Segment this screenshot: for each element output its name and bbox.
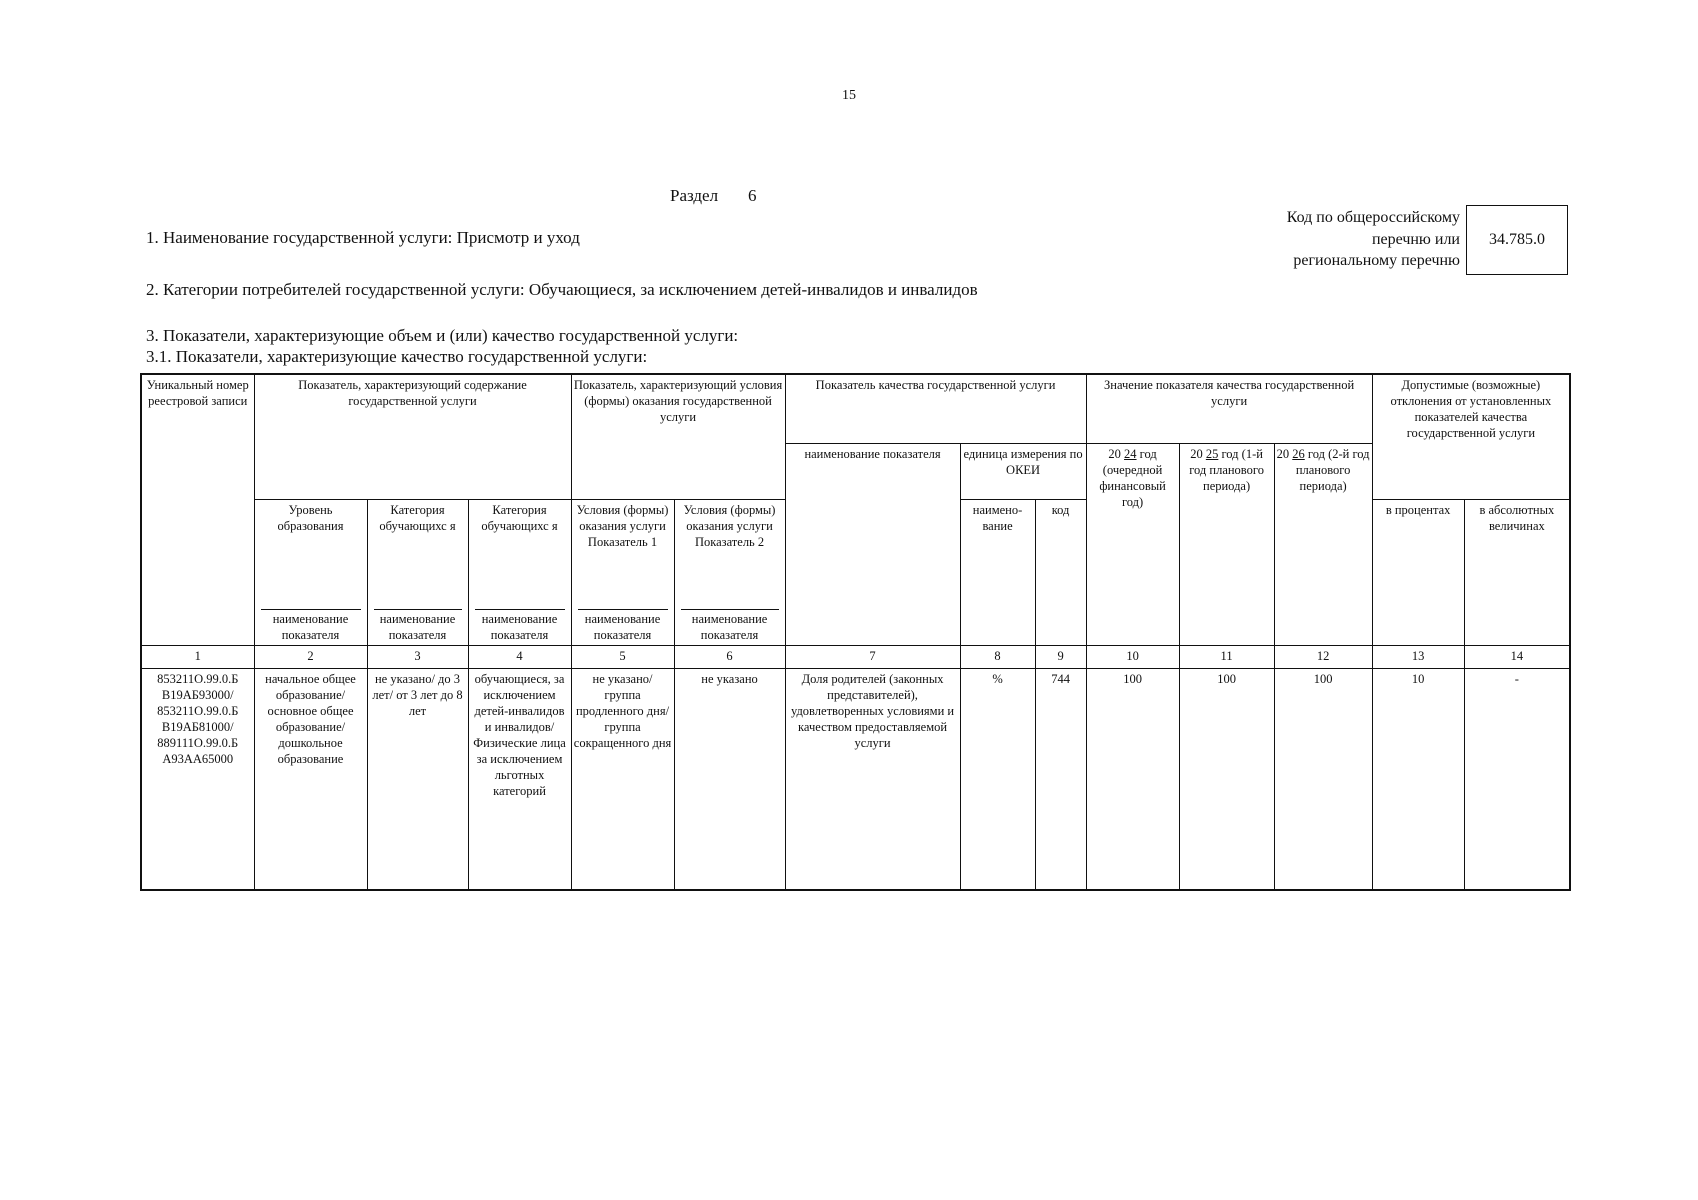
header-content-indicator: Показатель, характеризующий содержание государственной услуги: [254, 374, 571, 499]
column-number: 1: [141, 645, 254, 668]
page-number: 15: [842, 88, 856, 103]
header-deviations-cont: [1372, 443, 1570, 499]
conditions-1-label: Условия (формы) оказания услуги Показатель 1: [576, 502, 669, 549]
column-number: 9: [1035, 645, 1086, 668]
conditions-1-name-label: наименование показателя: [578, 609, 668, 643]
header-unit-code: код: [1035, 499, 1086, 645]
conditions-2-label: Условия (формы) оказания услуги Показатель 2: [683, 502, 776, 549]
year-3-suffix: год (2-й год планового периода): [1295, 446, 1370, 493]
header-in-percent: в процентах: [1372, 499, 1464, 645]
column-number: 5: [571, 645, 674, 668]
indicators-line: 3. Показатели, характеризующие объем и (или) качество государственной услуги:: [146, 326, 739, 345]
year-2-value: 25: [1205, 446, 1219, 461]
year-3-value: 26: [1292, 446, 1305, 461]
header-in-absolute: в абсолютных величинах: [1464, 499, 1570, 645]
header-unit: единица измерения по ОКЕИ: [960, 443, 1086, 499]
column-number: 13: [1372, 645, 1464, 668]
year-1-value: 24: [1124, 446, 1137, 461]
year-1-prefix: 20: [1108, 446, 1121, 461]
code-value: 34.785.0: [1489, 231, 1545, 248]
column-number: 10: [1086, 645, 1179, 668]
year-1-suffix: год (очередной финансовый год): [1099, 446, 1166, 509]
column-number: 6: [674, 645, 785, 668]
cell-conditions-2: не указано: [674, 668, 785, 890]
header-deviations: Допустимые (возможные) отклонения от установленных показателей качества государственной услуги: [1372, 374, 1570, 443]
section-number: 6: [748, 186, 757, 205]
quality-indicators-table: [140, 373, 1571, 891]
cell-unit-code: 744: [1035, 668, 1086, 890]
cell-conditions-1: не указано/ группа продленного дня/ группа сокращенного дня: [571, 668, 674, 890]
header-edu-level: [254, 499, 367, 645]
cell-indicator-name: Доля родителей (законных представителей), удовлетворенных условиями и качеством предоставляемой услуги: [785, 668, 960, 890]
column-number: 14: [1464, 645, 1570, 668]
edu-level-name-label: наименование показателя: [261, 609, 361, 643]
quality-indicators-line: 3.1. Показатели, характеризующие качество государственной услуги:: [146, 347, 648, 366]
cell-year-2-value: 100: [1179, 668, 1274, 890]
cell-unit-name: %: [960, 668, 1035, 890]
header-quality-indicator: Показатель качества государственной услуги: [785, 374, 1086, 443]
students-cat-2-label: Категория обучающихс я: [481, 502, 558, 533]
students-cat-1-label: Категория обучающихс я: [379, 502, 456, 533]
header-unique-number: Уникальный номер реестровой записи: [141, 374, 254, 645]
code-label: [1160, 207, 1460, 272]
header-students-cat-1: [367, 499, 468, 645]
header-students-cat-2: [468, 499, 571, 645]
header-year-2: [1179, 443, 1274, 645]
column-number: 11: [1179, 645, 1274, 668]
header-indicator-name: наименование показателя: [785, 443, 960, 645]
header-conditions-2: [674, 499, 785, 645]
header-unit-name: наимено-вание: [960, 499, 1035, 645]
cell-edu-level: начальное общее образование/ основное общее образование/ дошкольное образование: [254, 668, 367, 890]
table-row: [141, 668, 1570, 890]
code-value-box: [1466, 205, 1568, 275]
consumers-line: 2. Категории потребителей государственной услуги: Обучающиеся, за исключением детей-инвалидов и инвалидов: [146, 280, 978, 299]
cell-unique-number: 853211О.99.0.Б В19АБ93000/ 853211О.99.0.Б В19АБ81000/ 889111О.99.0.Б А93АА65000: [141, 668, 254, 890]
code-label-line: Код по общероссийскому: [1286, 209, 1460, 226]
cell-students-cat-2: обучающиеся, за исключением детей-инвалидов и инвалидов/ Физические лица за исключением льготных категорий: [468, 668, 571, 890]
cell-deviation-absolute: -: [1464, 668, 1570, 890]
code-label-line: перечню или: [1371, 230, 1460, 248]
students-cat-1-name-label: наименование показателя: [374, 609, 462, 643]
cell-students-cat-1: не указано/ до 3 лет/ от 3 лет до 8 лет: [367, 668, 468, 890]
year-2-suffix: год (1-й год планового периода): [1189, 446, 1264, 493]
header-year-3: [1274, 443, 1372, 645]
header-conditions-1: [571, 499, 674, 645]
service-name-line: 1. Наименование государственной услуги: Присмотр и уход: [146, 228, 580, 247]
header-year-1: [1086, 443, 1179, 645]
section-label: Раздел: [670, 186, 719, 205]
cell-year-3-value: 100: [1274, 668, 1372, 890]
code-label-line: региональному перечню: [1293, 252, 1460, 269]
cell-year-1-value: 100: [1086, 668, 1179, 890]
header-quality-value: Значение показателя качества государственной услуги: [1086, 374, 1372, 443]
column-number: 12: [1274, 645, 1372, 668]
year-3-prefix: 20: [1276, 446, 1290, 461]
year-2-prefix: 20: [1190, 446, 1203, 461]
edu-level-label: Уровень образования: [277, 502, 344, 533]
cell-deviation-percent: 10: [1372, 668, 1464, 890]
header-conditions-indicator: Показатель, характеризующий условия (формы) оказания государственной услуги: [571, 374, 785, 499]
column-number: 2: [254, 645, 367, 668]
conditions-2-name-label: наименование показателя: [681, 609, 779, 643]
column-number: 4: [468, 645, 571, 668]
column-number: 3: [367, 645, 468, 668]
column-number: 7: [785, 645, 960, 668]
column-number: 8: [960, 645, 1035, 668]
students-cat-2-name-label: наименование показателя: [475, 609, 565, 643]
